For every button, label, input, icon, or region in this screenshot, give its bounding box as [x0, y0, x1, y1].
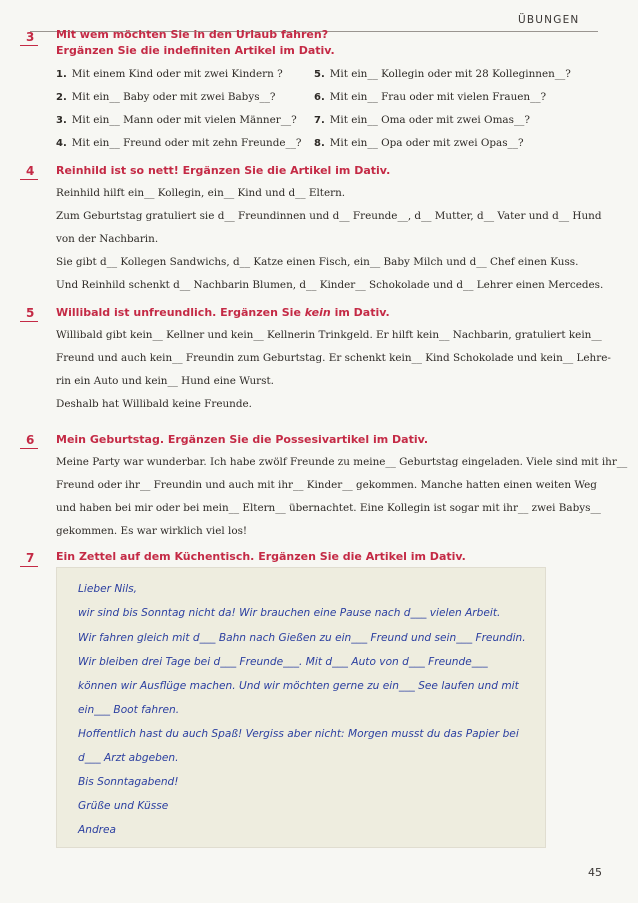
text-line: gekommen. Es war wirklich viel los!: [56, 525, 248, 537]
text-line: und haben bei mir oder bei mein__ Eltern__ übernachtet. Eine Kollegin ist sogar mit ihr__ zwei Babys__: [56, 502, 601, 514]
exercise-instruction: Mein Geburtstag. Ergänzen Sie die Possesivartikel im Dativ.: [56, 433, 429, 446]
list-item: [314, 113, 530, 128]
note-line: d___ Arzt abgeben.: [78, 752, 179, 764]
exercise-number: 6: [26, 433, 40, 447]
exercise-number: 4: [26, 164, 40, 178]
item-text: Mit ein__ Kollegin oder mit 28 Kolleginnen__?: [329, 68, 571, 80]
note-line: Wir fahren gleich mit d___ Bahn nach Gießen zu ein___ Freund und sein___ Freundin.: [78, 632, 526, 644]
list-item: [314, 90, 546, 105]
item-number: 2.: [56, 92, 67, 103]
item-number: 8.: [314, 138, 325, 149]
exercise-instruction: Ein Zettel auf dem Küchentisch. Ergänzen Sie die Artikel im Dativ.: [56, 550, 466, 563]
note-line: wir sind bis Sonntag nicht da! Wir brauchen eine Pause nach d___ vielen Arbeit.: [78, 607, 501, 619]
exercise-number: 3: [26, 30, 40, 44]
note-line: Bis Sonntagabend!: [78, 776, 179, 788]
text-line: Deshalb hat Willibald keine Freunde.: [56, 398, 252, 410]
item-text: Mit ein__ Freund oder mit zehn Freunde__?: [71, 137, 302, 149]
exercise-instruction: Willibald ist unfreundlich. Ergänzen Sie kein im Dativ.: [56, 306, 390, 319]
instruction-line: Mit wem möchten Sie in den Urlaub fahren?: [56, 28, 329, 41]
instruction-line: Ergänzen Sie die indefiniten Artikel im Dativ.: [56, 44, 335, 57]
note-line: ein___ Boot fahren.: [78, 704, 180, 716]
note-line: Lieber Nils,: [78, 583, 138, 595]
note-line: Andrea: [78, 824, 117, 836]
item-number: 6.: [314, 92, 325, 103]
text-line: Freund oder ihr__ Freundin und auch mit ihr__ Kinder__ gekommen. Manche hatten einen weiten Weg: [56, 479, 597, 491]
text-line: Willibald gibt kein__ Kellner und kein__ Kellnerin Trinkgeld. Er hilft kein__ Nachbarin, gratuliert kein__: [56, 329, 602, 341]
item-number: 1.: [56, 69, 67, 80]
exercise-instruction: Reinhild ist so nett! Ergänzen Sie die Artikel im Dativ.: [56, 164, 391, 177]
list-item: [56, 113, 297, 128]
text-line: rin ein Auto und kein__ Hund eine Wurst.: [56, 375, 274, 387]
list-item: [314, 67, 571, 82]
list-item: [56, 67, 283, 82]
exercise-number: 7: [26, 551, 40, 565]
section-header: ÜBUNGEN: [518, 14, 580, 26]
text-line: Freund und auch kein__ Freundin zum Geburtstag. Er schenkt kein__ Kind Schokolade und kein__ Lehre-: [56, 352, 611, 364]
note-line: können wir Ausflüge machen. Und wir möchten gerne zu ein___ See laufen und mit: [78, 680, 519, 692]
item-text: Mit ein__ Baby oder mit zwei Babys__?: [71, 91, 276, 103]
item-number: 4.: [56, 138, 67, 149]
item-number: 7.: [314, 115, 325, 126]
exercise-number: 5: [26, 306, 40, 320]
text-line: Sie gibt d__ Kollegen Sandwichs, d__ Katze einen Fisch, ein__ Baby Milch und d__ Chef einen Kuss.: [56, 256, 579, 268]
exercise-instruction: [56, 27, 335, 59]
item-text: Mit ein__ Frau oder mit vielen Frauen__?: [329, 91, 547, 103]
item-text: Mit ein__ Opa oder mit zwei Opas__?: [329, 137, 524, 149]
note-line: Wir bleiben drei Tage bei d___ Freunde___. Mit d___ Auto von d___ Freunde___: [78, 656, 488, 668]
item-text: Mit ein__ Mann oder mit vielen Männer__?: [71, 114, 297, 126]
list-item: [56, 136, 302, 151]
item-text: Mit ein__ Oma oder mit zwei Omas__?: [329, 114, 530, 126]
text-line: von der Nachbarin.: [56, 233, 159, 245]
list-item: [314, 136, 524, 151]
page-number: 45: [588, 866, 602, 879]
list-item: [56, 90, 276, 105]
note-line: Hoffentlich hast du auch Spaß! Vergiss aber nicht: Morgen musst du das Papier bei: [78, 728, 519, 740]
item-number: 5.: [314, 69, 325, 80]
item-number: 3.: [56, 115, 67, 126]
text-line: Und Reinhild schenkt d__ Nachbarin Blumen, d__ Kinder__ Schokolade und d__ Lehrer einen Mercedes.: [56, 279, 604, 291]
text-line: Meine Party war wunderbar. Ich habe zwölf Freunde zu meine__ Geburtstag eingeladen. Viele sind mit ihr__: [56, 456, 628, 468]
note-line: Grüße und Küsse: [78, 800, 169, 812]
text-line: Zum Geburtstag gratuliert sie d__ Freundinnen und d__ Freunde__, d__ Mutter, d__ Vater und d__ Hund: [56, 210, 602, 222]
text-line: Reinhild hilft ein__ Kollegin, ein__ Kind und d__ Eltern.: [56, 187, 346, 199]
item-text: Mit einem Kind oder mit zwei Kindern ?: [71, 68, 283, 80]
